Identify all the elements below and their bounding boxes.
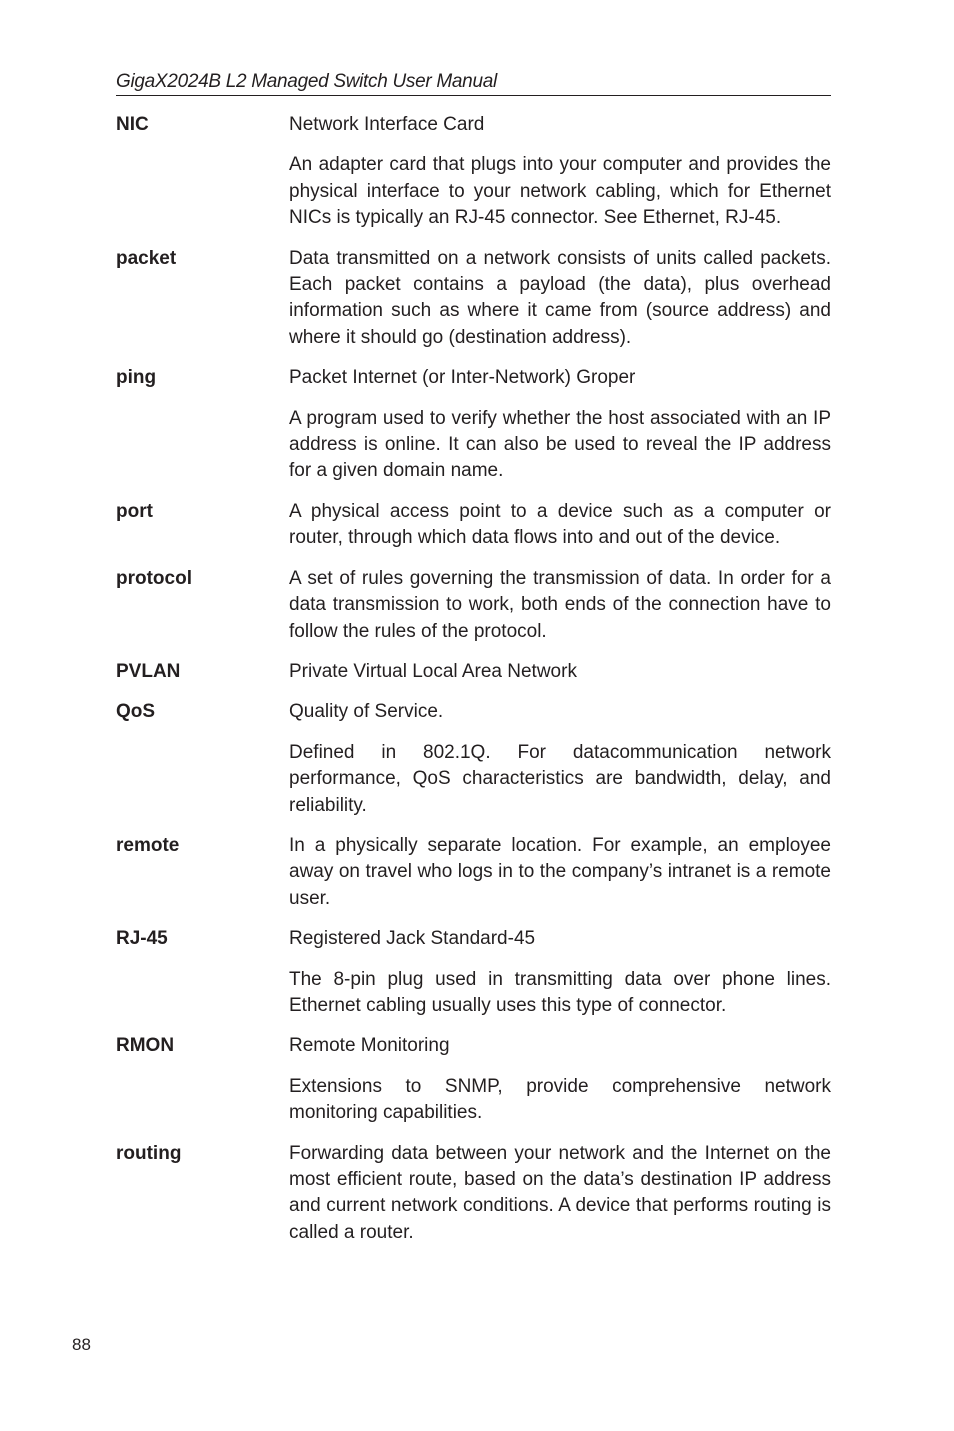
glossary-definitions xyxy=(289,566,831,645)
glossary-expansion: Packet Internet (or Inter-Network) Groper xyxy=(289,367,636,389)
glossary-entry-pvlan xyxy=(116,659,831,685)
glossary-expansion: Registered Jack Standard-45 xyxy=(289,928,536,950)
glossary-entry-ping xyxy=(116,365,831,485)
glossary-definitions xyxy=(289,499,831,552)
glossary-definition: An adapter card that plugs into your computer and provides the physical interface to your network cabling, which for Ethernet NICs is typically an RJ-45 connector. See Ethernet, RJ-45. xyxy=(289,154,831,229)
glossary-definitions xyxy=(289,926,831,1019)
glossary-term: RMON xyxy=(116,1035,175,1057)
glossary-entry-qos xyxy=(116,699,831,819)
glossary-definitions xyxy=(289,1141,831,1247)
glossary-definition: The 8-pin plug used in transmitting data over phone lines. Ethernet cabling usually uses this type of connector. xyxy=(289,968,831,1016)
running-header xyxy=(116,70,831,96)
glossary-term: packet xyxy=(116,247,177,269)
glossary-definitions xyxy=(289,699,831,819)
glossary-entry-port xyxy=(116,499,831,552)
glossary-term: ping xyxy=(116,367,157,389)
glossary-definition: In a physically separate location. For example, an employee away on travel who logs in to the company’s intranet is a remote user. xyxy=(289,834,831,909)
glossary-term: remote xyxy=(116,834,180,856)
glossary-term: protocol xyxy=(116,567,192,589)
glossary-entry-protocol xyxy=(116,566,831,645)
glossary-definitions xyxy=(289,1033,831,1126)
glossary-term: QoS xyxy=(116,701,156,723)
manual-title: GigaX2024B L2 Managed Switch User Manual xyxy=(116,71,497,92)
glossary-definition: Defined in 802.1Q. For datacommunication network performance, QoS characteristics are bandwidth, delay, and reliability. xyxy=(289,741,831,816)
glossary-list xyxy=(116,112,831,1260)
glossary-definitions xyxy=(289,659,831,685)
glossary-entry-nic xyxy=(116,112,831,232)
glossary-expansion: Remote Monitoring xyxy=(289,1035,450,1057)
glossary-term: RJ-45 xyxy=(116,928,168,950)
glossary-definitions xyxy=(289,246,831,352)
glossary-expansion: Network Interface Card xyxy=(289,114,485,135)
glossary-definition: Forwarding data between your network and the Internet on the most efficient route, based on the data’s destination IP address and current network conditions. A device that performs routing is called a router. xyxy=(289,1142,831,1243)
glossary-term: port xyxy=(116,500,153,522)
glossary-entry-routing xyxy=(116,1141,831,1247)
glossary-term: PVLAN xyxy=(116,660,181,682)
glossary-term: NIC xyxy=(116,114,149,135)
glossary-expansion: Private Virtual Local Area Network xyxy=(289,660,577,682)
glossary-definitions xyxy=(289,112,831,232)
glossary-definition: A set of rules governing the transmission of data. In order for a data transmission to work, both ends of the connection have to follow the rules of the protocol. xyxy=(289,567,831,642)
glossary-entry-rmon xyxy=(116,1033,831,1126)
glossary-entry-rj-45 xyxy=(116,926,831,1019)
glossary-definition: Extensions to SNMP, provide comprehensive network monitoring capabilities. xyxy=(289,1075,831,1124)
glossary-definition: A program used to verify whether the host associated with an IP address is online. It can also be used to reveal the IP address for a given domain name. xyxy=(289,407,831,482)
glossary-definitions xyxy=(289,365,831,485)
glossary-definition: A physical access point to a device such as a computer or router, through which data flows into and out of the device. xyxy=(289,500,831,549)
glossary-entry-packet xyxy=(116,246,831,352)
page-number: 88 xyxy=(72,1335,91,1354)
glossary-expansion: Quality of Service. xyxy=(289,701,444,723)
glossary-definitions xyxy=(289,833,831,912)
glossary-definition: Data transmitted on a network consists of units called packets. Each packet contains a payload (the data), plus overhead information such as where it came from (source address) and where it should go (destination address). xyxy=(289,247,831,348)
glossary-term: routing xyxy=(116,1142,182,1164)
glossary-entry-remote xyxy=(116,833,831,912)
